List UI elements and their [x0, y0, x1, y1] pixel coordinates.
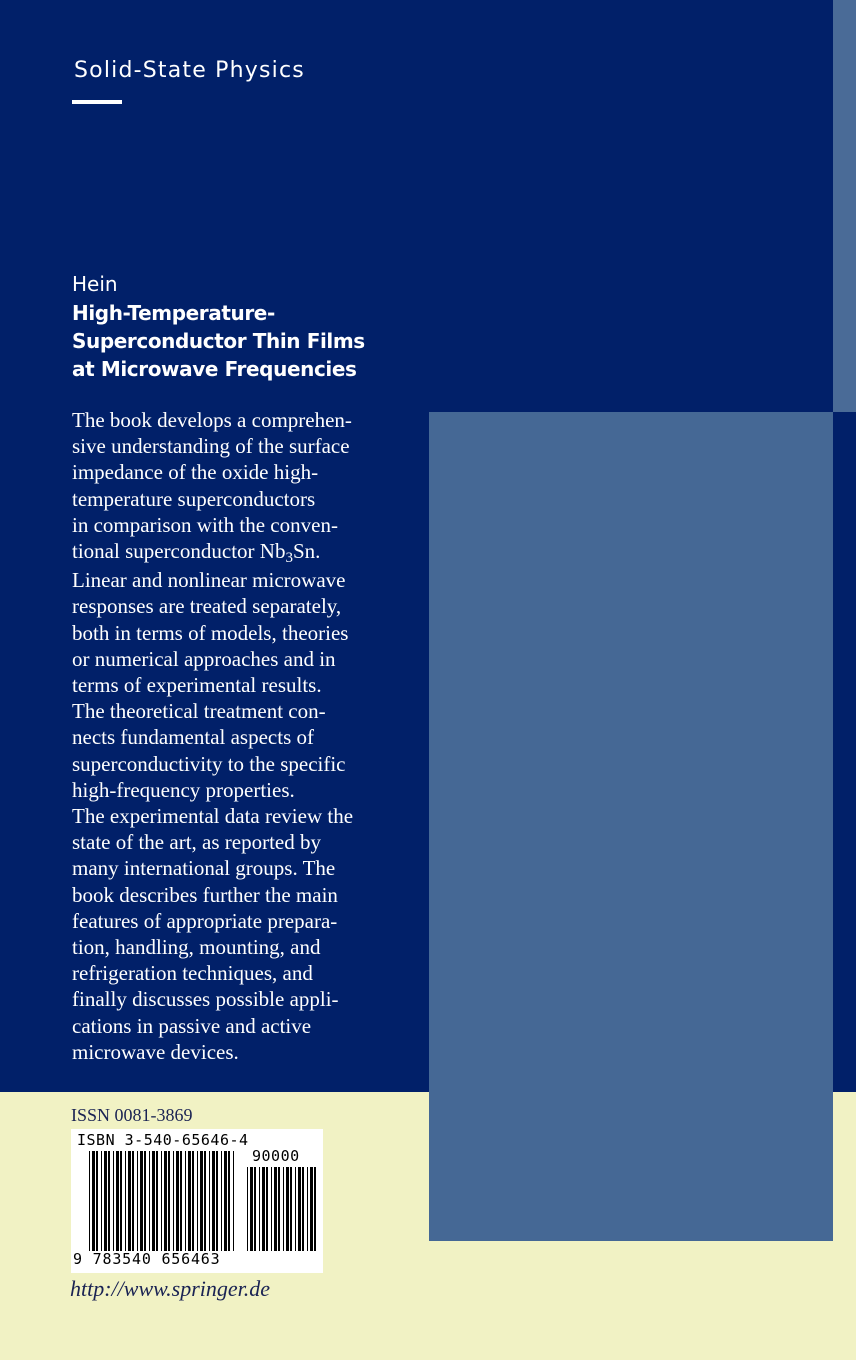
- barcode-bar: [156, 1151, 158, 1251]
- author-name: Hein: [72, 272, 118, 296]
- barcode-bar: [310, 1167, 313, 1251]
- barcode-bar: [161, 1151, 162, 1251]
- description-line: book describes further the main: [72, 882, 338, 907]
- barcode-bar: [233, 1151, 234, 1251]
- barcode-bar: [113, 1151, 114, 1251]
- description-line: features of appropriate prepara-: [72, 908, 338, 933]
- barcode-bar: [104, 1151, 107, 1251]
- barcode-bar: [295, 1167, 296, 1251]
- description-line: many international groups. The: [72, 856, 336, 881]
- barcode-bar: [266, 1167, 268, 1251]
- description-line: high-frequency properties.: [72, 777, 295, 802]
- description-line: cations in passive and active: [72, 1013, 312, 1038]
- barcode-bar: [216, 1151, 218, 1251]
- description-line: The book develops a comprehen-: [72, 408, 352, 432]
- barcode-bar: [228, 1151, 230, 1251]
- barcode-bar: [259, 1167, 260, 1251]
- description-line: in comparison with the conven-: [72, 512, 338, 537]
- description-line: tional superconductor Nb3Sn.: [72, 539, 321, 567]
- barcode-bar: [149, 1151, 150, 1251]
- description-line: finally discusses possible appli-: [72, 987, 339, 1012]
- issn: ISSN 0081-3869: [71, 1105, 193, 1125]
- barcode-bar: [274, 1167, 277, 1251]
- barcode-bar: [92, 1151, 95, 1251]
- barcode-bar: [247, 1167, 248, 1251]
- publisher-url[interactable]: http://www.springer.de: [70, 1276, 271, 1301]
- description-line: superconductivity to the specific: [72, 751, 346, 776]
- barcode-bar: [200, 1151, 203, 1251]
- description-line: terms of experimental results.: [72, 673, 322, 698]
- isbn-number: ISBN 3-540-65646-4: [77, 1131, 249, 1149]
- book-description: [72, 407, 392, 1065]
- barcode-bar: [271, 1167, 272, 1251]
- description-line: responses are treated separately,: [72, 594, 342, 619]
- barcode-bar: [209, 1151, 210, 1251]
- barcode-bar: [204, 1151, 206, 1251]
- barcode-bar: [101, 1151, 102, 1251]
- blue-panel: [429, 412, 833, 1241]
- series-rule: [72, 100, 122, 104]
- description-line: microwave devices.: [72, 1039, 239, 1064]
- description-line: impedance of the oxide high-: [72, 460, 319, 485]
- barcode-bar: [290, 1167, 292, 1251]
- barcode-bar: [262, 1167, 265, 1251]
- barcode-bar: [132, 1151, 134, 1251]
- barcode-bar: [298, 1167, 301, 1251]
- barcode-bar: [307, 1167, 308, 1251]
- title-line: High-Temperature-: [72, 301, 275, 325]
- title-line: at Microwave Frequencies: [72, 357, 357, 381]
- barcode-bar: [278, 1167, 280, 1251]
- barcode-bar: [250, 1167, 253, 1251]
- barcode-bar: [89, 1151, 90, 1251]
- description-line: temperature superconductors: [72, 486, 316, 511]
- barcode-bar: [283, 1167, 284, 1251]
- barcode-bar: [180, 1151, 182, 1251]
- description-line: tion, handling, mounting, and: [72, 935, 321, 960]
- barcode-bar: [286, 1167, 289, 1251]
- right-edge-strip: [833, 0, 856, 412]
- description-line: sive understanding of the surface: [72, 434, 350, 459]
- barcode-bar: [254, 1167, 256, 1251]
- title-line: Superconductor Thin Films: [72, 329, 365, 353]
- isbn-barcode: [71, 1129, 323, 1273]
- barcode-bar: [176, 1151, 179, 1251]
- barcode-bar: [116, 1151, 119, 1251]
- barcode-bar: [125, 1151, 126, 1251]
- barcode-bar: [192, 1151, 194, 1251]
- barcode-bar: [188, 1151, 191, 1251]
- description-line: both in terms of models, theories: [72, 620, 349, 645]
- barcode-bar: [164, 1151, 167, 1251]
- barcode-bar: [314, 1167, 316, 1251]
- description-line: or numerical approaches and in: [72, 646, 336, 671]
- description-line: Linear and nonlinear microwave: [72, 568, 346, 593]
- price-addon-number: 90000: [252, 1147, 300, 1165]
- description-line: refrigeration techniques, and: [72, 961, 313, 986]
- book-title: [72, 299, 412, 383]
- series-name: Solid-State Physics: [74, 58, 305, 83]
- barcode-bar: [212, 1151, 215, 1251]
- barcode-bar: [221, 1151, 222, 1251]
- description-line: The experimental data review the: [72, 804, 354, 829]
- barcode-bar: [152, 1151, 155, 1251]
- barcode-bar: [224, 1151, 227, 1251]
- barcode-bar: [108, 1151, 110, 1251]
- barcode-bar: [185, 1151, 186, 1251]
- barcode-bar: [173, 1151, 174, 1251]
- barcode-bar: [197, 1151, 198, 1251]
- description-line: The theoretical treatment con-: [72, 699, 326, 724]
- barcode-bar: [302, 1167, 304, 1251]
- barcode-bar: [140, 1151, 143, 1251]
- ean-number: 9 783540 656463: [73, 1250, 221, 1268]
- barcode-bar: [128, 1151, 131, 1251]
- barcode-bar: [96, 1151, 98, 1251]
- barcode-bar: [120, 1151, 122, 1251]
- description-line: state of the art, as reported by: [72, 830, 321, 855]
- barcode-bar: [168, 1151, 170, 1251]
- description-line: nects fundamental aspects of: [72, 725, 314, 750]
- barcode-bar: [137, 1151, 138, 1251]
- barcode-bar: [144, 1151, 146, 1251]
